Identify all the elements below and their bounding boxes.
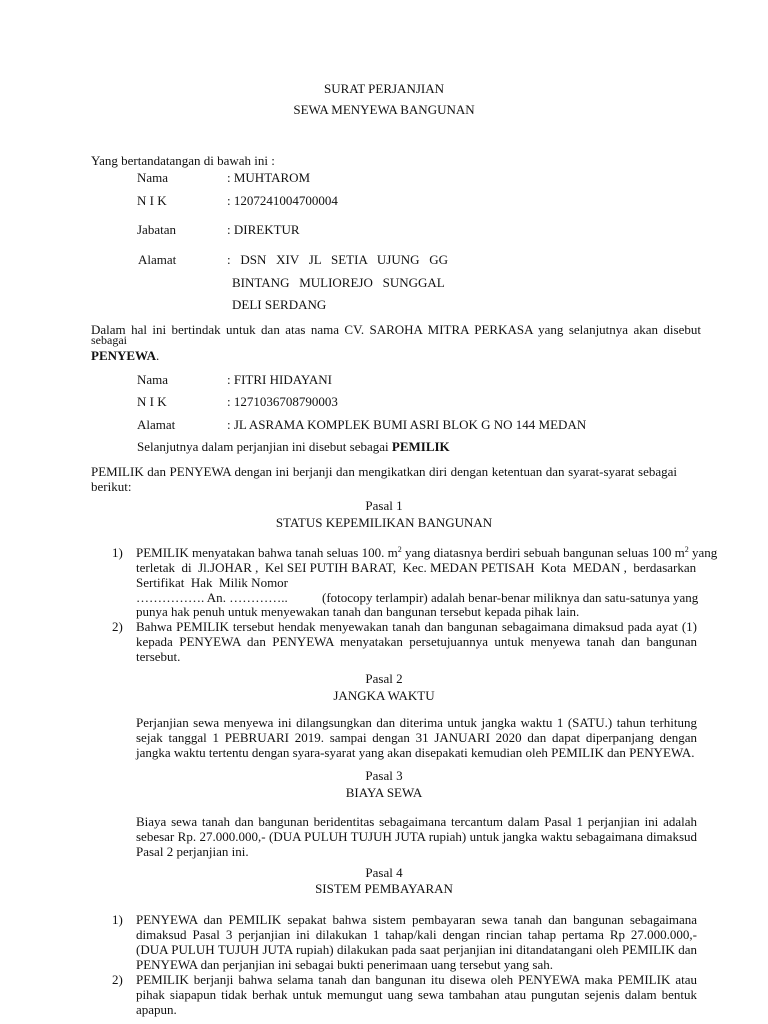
pasal1-item1-number: 1) bbox=[112, 545, 123, 560]
pasal1-item1-sup1: 2 bbox=[397, 545, 402, 554]
pasal3-number: Pasal 3 bbox=[365, 768, 403, 783]
acting-sebagai: sebagai bbox=[91, 333, 127, 347]
party2-alamat-value: : JL ASRAMA KOMPLEK BUMI ASRI BLOK G NO 144 MEDAN bbox=[227, 417, 587, 432]
acting-role: PENYEWA bbox=[91, 348, 157, 363]
pasal1-heading: STATUS KEPEMILIKAN BANGUNAN bbox=[275, 515, 493, 530]
pasal1-item1-c: yang bbox=[688, 545, 718, 560]
pasal3-text: Biaya sewa tanah dan bangunan beridentitas sebagaimana tercantum dalam Pasal 1 perjanjian ini adalah sebesar Rp. 27.000.000,- (DUA PULUH TUJUH JUTA rupiah) untuk jangka waktu sebagaimana dimaksud Pasal 2 perjanjian ini. bbox=[136, 814, 697, 859]
party1-alamat-line3: DELI SERDANG bbox=[232, 297, 327, 312]
agreement-intro: PEMILIK dan PENYEWA dengan ini berjanji dan mengikatkan diri dengan ketentuan dan syarat-syarat sebagai berikut: bbox=[91, 464, 677, 494]
party2-referred-line bbox=[137, 439, 450, 454]
pasal1-item1-an: An bbox=[206, 590, 223, 605]
party1-nama-label: Nama bbox=[137, 170, 169, 185]
party1-alamat-label: Alamat bbox=[138, 252, 177, 267]
pasal1-item2-text: Bahwa PEMILIK tersebut hendak menyewakan tanah dan bangunan sebagaimana dimaksud pada ayat (1) kepada PENYEWA dan PENYEWA menyatakan persetujuannya untuk menyewa tanah dan bangunan tersebut. bbox=[136, 619, 697, 664]
pasal4-heading: SISTEM PEMBAYARAN bbox=[315, 881, 453, 896]
party1-alamat-line1: : DSN XIV JL SETIA UJUNG GG bbox=[227, 252, 449, 267]
pasal1-item1-line3: Sertifikat Hak Milik Nomor bbox=[136, 575, 289, 590]
pasal1-item1-b: yang diatasnya berdiri sebuah bangunan seluas 100 m bbox=[401, 545, 685, 560]
pasal3-heading: BIAYA SEWA bbox=[345, 785, 423, 800]
pasal1-item1-line2: terletak di Jl.JOHAR , Kel SEI PUTIH BARAT, Kec. MEDAN PETISAH Kota MEDAN , berdasarkan bbox=[136, 560, 697, 575]
party2-alamat-label: Alamat bbox=[137, 417, 176, 432]
doc-title-line1: SURAT PERJANJIAN bbox=[323, 81, 445, 96]
party2-nik-label: N I K bbox=[137, 394, 167, 409]
acting-text: Dalam hal ini bertindak untuk dan atas nama CV. SAROHA MITRA PERKASA yang selanjutnya akan disebut bbox=[91, 322, 701, 337]
party2-nama-label: Nama bbox=[137, 372, 169, 387]
pasal2-text: Perjanjian sewa menyewa ini dilangsungkan dan diterima untuk jangka waktu 1 (SATU.) tahun terhitung sejak tanggal 1 PEBRUARI 2019. sampai dengan 31 JANUARI 2020 dan dapat diperpanjang dengan jangka waktu tertentu dengan syara-syarat yang akan disepakati kemudian oleh PEMILIK dan PENYEWA. bbox=[136, 715, 697, 760]
pasal4-item2-number: 2) bbox=[112, 972, 123, 987]
pasal1-item1-line5: punya hak penuh untuk menyewakan tanah dan bangunan tersebut kepada pihak lain. bbox=[136, 604, 580, 619]
pasal4-item1-text: PENYEWA dan PEMILIK sepakat bahwa sistem pembayaran sewa tanah dan bangunan sebagaimana dimaksud Pasal 3 perjanjian ini dilakukan 1 tahap/kali dengan rincian tahap pertama Rp 27.000.000,- (DUA PULUH TUJUH JUTA rupiah) dilakukan pada saat perjanjian ini ditandatangani oleh PEMILIK dan PENYEWA dan perjanjian ini sebagai bukti penerimaan uang tersebut yang sah. bbox=[136, 912, 697, 972]
party1-alamat-line2: BINTANG MULIOREJO SUNGGAL bbox=[232, 275, 445, 290]
pasal1-number: Pasal 1 bbox=[365, 498, 403, 513]
pasal1-item1-dots1: ……………. bbox=[136, 590, 207, 605]
party2-nik-value: : 1271036708790003 bbox=[227, 394, 338, 409]
pasal1-item1-a: PEMILIK menyatakan bahwa tanah seluas 100. m bbox=[136, 545, 398, 560]
pasal4-number: Pasal 4 bbox=[365, 865, 403, 880]
doc-title-line2: SEWA MENYEWA BANGUNAN bbox=[293, 102, 475, 117]
pasal4-item2-text: PEMILIK berjanji bahwa selama tanah dan bangunan itu disewa oleh PENYEWA maka PEMILIK atau pihak siapapun tidak berhak untuk memungut uang sewa tambahan atau pungutan sejenis dalam bentuk apapun. bbox=[136, 972, 697, 1017]
party1-nama-value: : MUHTAROM bbox=[227, 170, 311, 185]
pasal1-item1-dots2: . ………….. bbox=[222, 590, 288, 605]
acting-role-line bbox=[91, 348, 159, 363]
party1-jabatan-label: Jabatan bbox=[137, 222, 176, 237]
party1-jabatan-value: : DIREKTUR bbox=[227, 222, 300, 237]
pasal1-item1-line4c: (fotocopy terlampir) adalah benar-benar miliknya dan satu-satunya yang bbox=[322, 590, 699, 605]
pasal4-item1-number: 1) bbox=[112, 912, 123, 927]
acting-role-end: . bbox=[156, 348, 160, 363]
party2-nama-value: : FITRI HIDAYANI bbox=[227, 372, 332, 387]
pasal1-item1-line1 bbox=[136, 545, 717, 560]
party1-nik-label: N I K bbox=[137, 193, 167, 208]
party2-referred-text: Selanjutnya dalam perjanjian ini disebut sebagai bbox=[137, 439, 389, 454]
party1-nik-value: : 1207241004700004 bbox=[227, 193, 338, 208]
intro-text: Yang bertandatangan di bawah ini : bbox=[91, 153, 275, 168]
pasal1-item1-sup2: 2 bbox=[684, 545, 689, 554]
pasal2-heading: JANGKA WAKTU bbox=[333, 688, 435, 703]
pasal1-item2-number: 2) bbox=[112, 619, 123, 634]
pasal1-item1-line4a bbox=[136, 590, 288, 605]
party2-referred-role: PEMILIK bbox=[391, 439, 450, 454]
pasal2-number: Pasal 2 bbox=[365, 671, 403, 686]
